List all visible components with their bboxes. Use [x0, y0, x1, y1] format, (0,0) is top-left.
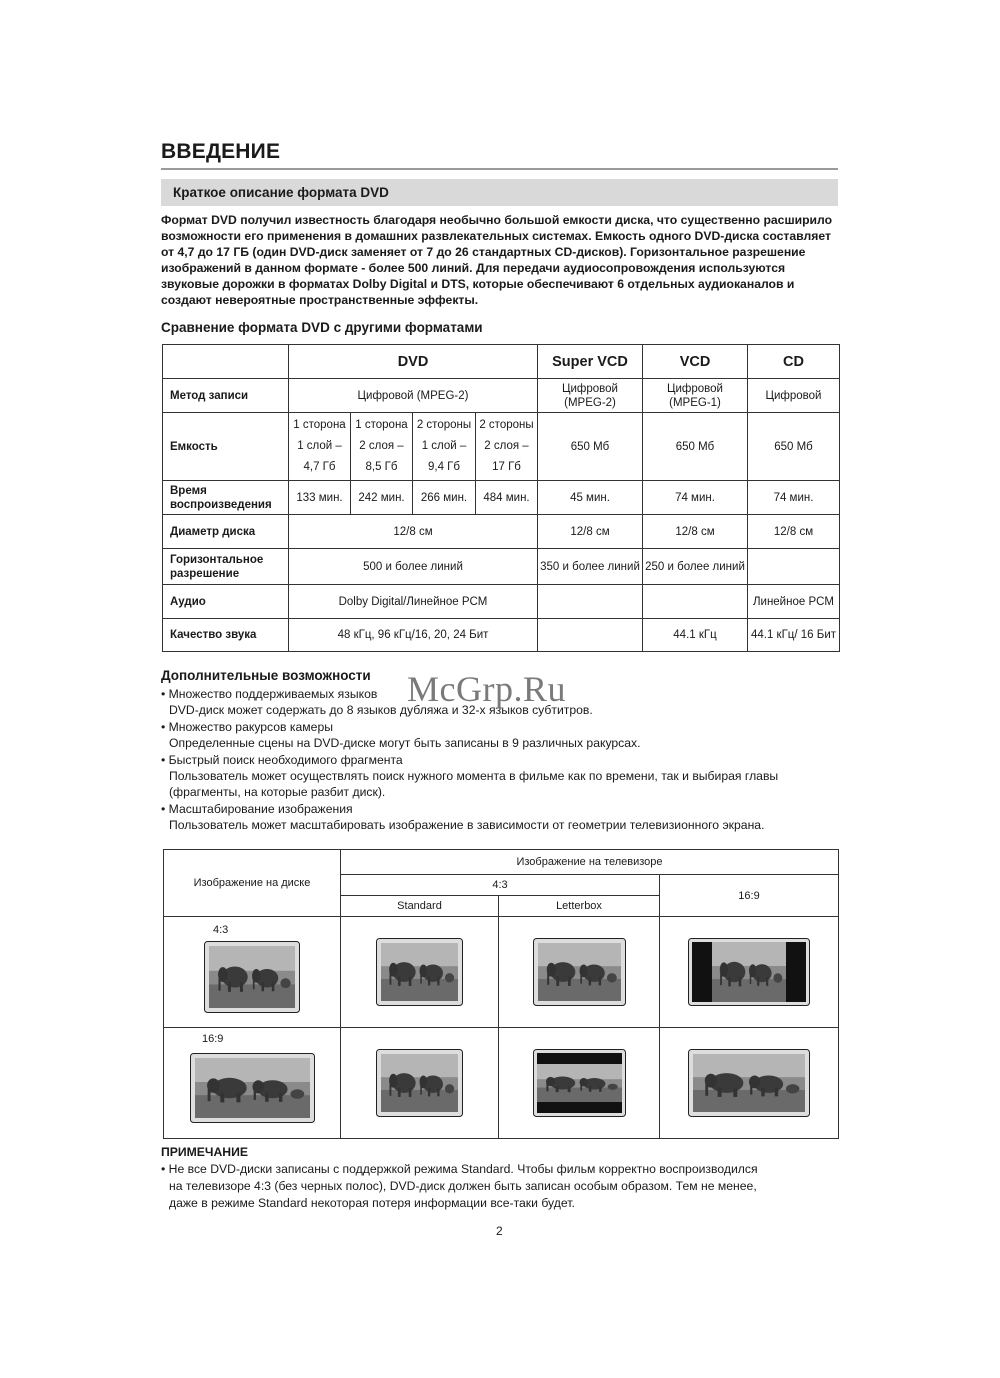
cell: 12/8 см — [289, 515, 538, 549]
tv169-full-image — [688, 1049, 810, 1117]
row-label: Емкость — [163, 413, 289, 481]
table-row — [163, 549, 840, 585]
aspect-ratio-table — [163, 849, 839, 1139]
format-comparison-table — [162, 344, 840, 652]
cell — [643, 585, 748, 619]
cell — [538, 619, 643, 652]
table-header-row — [163, 345, 840, 379]
tv43-letterbox-bars-image — [533, 1049, 626, 1117]
cell: 48 кГц, 96 кГц/16, 20, 24 Бит — [289, 619, 538, 652]
tv-image-header: Изображение на телевизоре — [341, 850, 839, 875]
title-rule — [161, 168, 838, 170]
header-vcd: VCD — [643, 345, 748, 379]
cell: 44.1 кГц — [643, 619, 748, 652]
disc-169-image — [190, 1053, 315, 1123]
table-row — [163, 619, 840, 652]
cell — [538, 585, 643, 619]
row-label: Метод записи — [163, 379, 289, 413]
cell: Цифровой — [748, 379, 840, 413]
note-line: даже в режиме Standard некоторая потеря информации все-таки будет. — [169, 1196, 575, 1210]
feature-name: • Множество ракурсов камеры — [161, 719, 841, 735]
cell: Цифровой (MPEG-2) — [538, 379, 643, 413]
cell: 500 и более линий — [289, 549, 538, 585]
cell: 650 Мб — [643, 413, 748, 481]
tv-169-header: 16:9 — [660, 875, 839, 917]
section-title: Краткое описание формата DVD — [161, 179, 838, 206]
disc-image-header: Изображение на диске — [164, 850, 341, 917]
note-title: ПРИМЕЧАНИЕ — [161, 1145, 248, 1159]
tv43-letterbox-cell — [499, 1028, 660, 1139]
header-dvd: DVD — [289, 345, 538, 379]
tv43-standard-cell — [341, 917, 499, 1028]
feature-name: • Быстрый поиск необходимого фрагмента — [161, 752, 841, 768]
table-row — [163, 481, 840, 515]
feature-desc: Пользователь может осуществлять поиск нужного момента в фильме как по времени, так и выбирая главы (фрагменты, на которые разбит диск). — [169, 769, 779, 800]
tv43-standard-cropped-image — [376, 1049, 463, 1117]
cell: 266 мин. — [413, 481, 476, 515]
cell: 484 мин. — [476, 481, 538, 515]
cell: 650 Мб — [748, 413, 840, 481]
cell: 2 стороны 2 слоя – 17 Гб — [476, 413, 538, 481]
tv43-letterbox-cell — [499, 917, 660, 1028]
tv169-cell — [660, 917, 839, 1028]
tv169-pillarbox-image — [688, 938, 810, 1006]
cell — [748, 549, 840, 585]
feature-name: • Масштабирование изображения — [161, 801, 841, 817]
comparison-title: Сравнение формата DVD с другими форматами — [161, 320, 483, 335]
cell: 1 сторона 2 слоя – 8,5 Гб — [351, 413, 413, 481]
header-cd: CD — [748, 345, 840, 379]
intro-paragraph: Формат DVD получил известность благодаря необычно большой емкости диска, что существенно расширило возможности его применения в домашних развлекательных системах. Емкость одного DVD-диска составляет от 4,7 до 17 ГБ (один DVD-диск заменяет от 7 до 26 стандартных CD-дисков). Горизонтальное разрешение изображений в данном формате - более 500 линий. Для передачи аудиосопровождения используются звуковые дорожки в форматах Dolby Digital и DTS, которые обеспечивают 6 отдельных аудиоканалов и создают невероятные пространственные эффекты. — [161, 213, 833, 307]
tv43-letterbox-image — [533, 938, 626, 1006]
feature-desc: DVD-диск может содержать до 8 языков дубляжа и 32-х языков субтитров. — [169, 703, 593, 718]
cell: 350 и более линий — [538, 549, 643, 585]
cell: 133 мин. — [289, 481, 351, 515]
cell: 12/8 см — [748, 515, 840, 549]
ratio-label: 16:9 — [202, 1033, 224, 1045]
cell: 250 и более линий — [643, 549, 748, 585]
table-row — [163, 413, 840, 481]
cell: 2 стороны 1 слой – 9,4 Гб — [413, 413, 476, 481]
row-label: Горизонтальное разрешение — [163, 549, 289, 585]
header-svcd: Super VCD — [538, 345, 643, 379]
cell: Цифровой (MPEG-1) — [643, 379, 748, 413]
cell: Dolby Digital/Линейное PCM — [289, 585, 538, 619]
cell: Линейное PCM — [748, 585, 840, 619]
tv43-standard-image — [376, 938, 463, 1006]
cell: 650 Мб — [538, 413, 643, 481]
letterbox-header: Letterbox — [499, 896, 660, 917]
ratio-label: 4:3 — [213, 924, 229, 936]
cell: 12/8 см — [538, 515, 643, 549]
cell: Цифровой (MPEG-2) — [289, 379, 538, 413]
table-row — [163, 515, 840, 549]
tv-43-header: 4:3 — [341, 875, 660, 896]
feature-name: • Множество поддерживаемых языков — [161, 686, 841, 702]
standard-header: Standard — [341, 896, 499, 917]
page-number: 2 — [496, 1224, 503, 1238]
features-title: Дополнительные возможности — [161, 668, 371, 683]
disc-169-cell — [164, 1028, 341, 1139]
header-blank — [163, 345, 289, 379]
row-label: Диаметр диска — [163, 515, 289, 549]
page-title: ВВЕДЕНИЕ — [161, 140, 281, 163]
cell: 12/8 см — [643, 515, 748, 549]
tv43-standard-cell — [341, 1028, 499, 1139]
tv169-cell — [660, 1028, 839, 1139]
cell: 1 сторона 1 слой – 4,7 Гб — [289, 413, 351, 481]
table-row — [163, 585, 840, 619]
row-label: Аудио — [163, 585, 289, 619]
feature-desc: Определенные сцены на DVD-диске могут быть записаны в 9 различных ракурсах. — [169, 736, 641, 751]
note-line: • Не все DVD-диски записаны с поддержкой режима Standard. Чтобы фильм корректно воспроизводился — [161, 1161, 841, 1178]
watermark: McGrp.Ru — [407, 669, 566, 709]
cell: 44.1 кГц/ 16 Бит — [748, 619, 840, 652]
note-line: на телевизоре 4:3 (без черных полос), DVD-диск должен быть записан особым образом. Тем не менее, — [169, 1179, 757, 1193]
cell: 74 мин. — [643, 481, 748, 515]
disc-43-cell — [164, 917, 341, 1028]
table-row — [163, 379, 840, 413]
cell: 45 мин. — [538, 481, 643, 515]
cell: 242 мин. — [351, 481, 413, 515]
disc-43-image — [204, 941, 300, 1013]
cell: 74 мин. — [748, 481, 840, 515]
feature-desc: Пользователь может масштабировать изображение в зависимости от геометрии телевизионного экрана. — [169, 818, 765, 833]
note-text — [161, 1161, 841, 1212]
row-label: Время воспроизведения — [163, 481, 289, 515]
row-label: Качество звука — [163, 619, 289, 652]
